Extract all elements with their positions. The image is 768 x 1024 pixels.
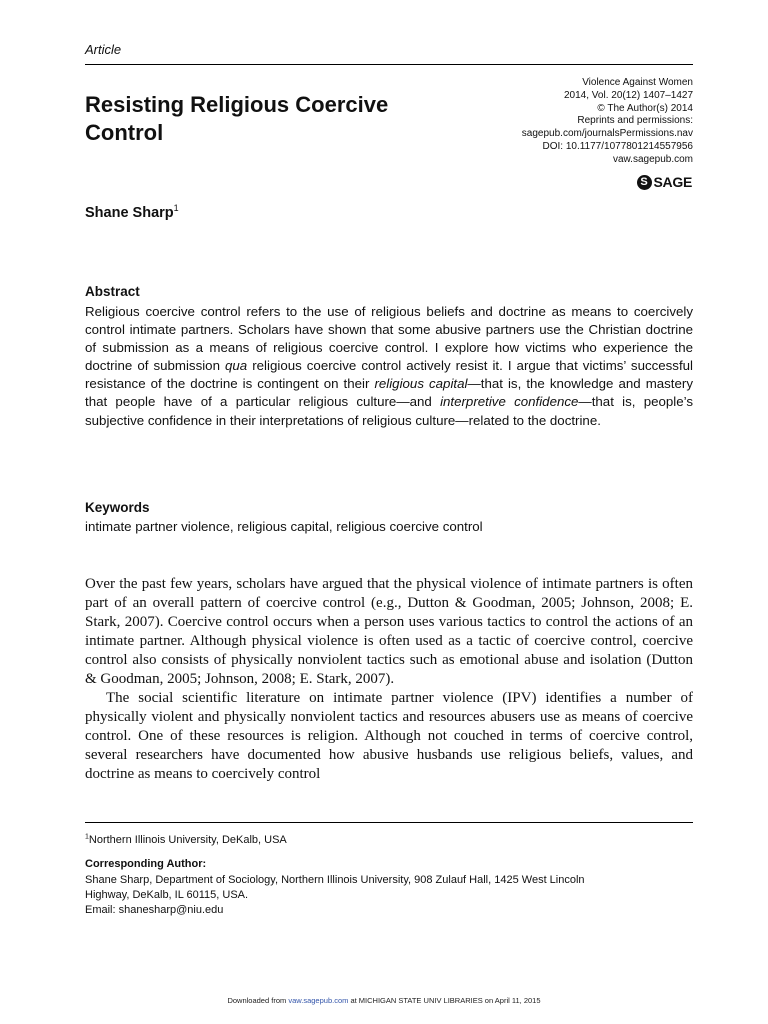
header-rule: [85, 64, 693, 65]
title-line-1: Resisting Religious Coercive: [85, 92, 389, 117]
article-type-label: Article: [85, 42, 122, 57]
sage-logo-icon: S: [637, 175, 652, 190]
corresponding-address-line-2: Highway, DeKalb, IL 60115, USA.: [85, 889, 249, 901]
corresponding-author-heading: Corresponding Author:: [85, 858, 207, 870]
affiliation-footnote: [85, 834, 287, 846]
abstract-part-2: religious coercive control actively resist it. I argue that victims’ successful resistance of the doctrine is contingent on their: [85, 358, 693, 392]
footnote-rule: [85, 822, 693, 823]
journal-name: Violence Against Women: [582, 77, 693, 88]
abstract-part-4: —that is, people’s subjective confidence in their interpretations of religious culture—related to the doctrine.: [85, 394, 693, 428]
download-notice: [0, 996, 768, 1005]
body-paragraph-2: The social scientific literature on intimate partner violence (IPV) identifies a number of physically violent and physically nonviolent tactics and resources abusers use as means of coercive control. One of these resources is religion. Although not couched in terms of coercive control, several researchers have documented how abusive husbands use religious beliefs, values, and doctrine as means to coercively control: [85, 690, 693, 782]
body-paragraph-1: Over the past few years, scholars have argued that the physical violence of intimate partners is often part of an overall pattern of coercive control (e.g., Dutton & Goodman, 2005; Johnson, 2008; E. Stark, 2007). Coercive control occurs when a person uses various tactics to control the actions of an intimate partner. Although physical violence is often used as a tactic of coercive control, coercive control also consists of physically nonviolent tactics such as emotional abuse and isolation (Dutton & Goodman, 2005; Johnson, 2008; E. Stark, 2007).: [85, 576, 693, 687]
doi[interactable]: DOI: 10.1177/1077801214557956: [542, 140, 693, 152]
keywords-text: intimate partner violence, religious capital, religious coercive control: [85, 519, 483, 534]
corresponding-email[interactable]: Email: shanesharp@niu.edu: [85, 904, 224, 916]
affiliation-footnote-marker: 1: [85, 833, 89, 841]
journal-site-link[interactable]: vaw.sagepub.com: [612, 153, 693, 165]
download-link[interactable]: vaw.sagepub.com: [288, 996, 349, 1005]
title-line-2: Control: [85, 120, 164, 145]
article-title: [85, 91, 485, 147]
reprints-label: Reprints and permissions:: [577, 115, 693, 127]
author-name: [85, 205, 179, 221]
corresponding-address-line-1: Shane Sharp, Department of Sociology, Northern Illinois University, 908 Zulauf Hall, 1425 West Lincoln: [85, 874, 585, 886]
sage-logo-text: SAGE: [653, 174, 692, 190]
download-suffix: at MICHIGAN STATE UNIV LIBRARIES on April 11, 2015: [348, 996, 541, 1005]
affiliation-text: Northern Illinois University, DeKalb, USA: [88, 834, 287, 846]
abstract-qua: qua: [225, 358, 248, 374]
body-text: [85, 575, 693, 784]
copyright-notice: © The Author(s) 2014: [597, 102, 693, 114]
abstract-heading: Abstract: [85, 284, 140, 299]
author-affiliation-marker: 1: [173, 203, 179, 214]
abstract-interpretive-confidence: interpretive confidence: [440, 394, 579, 410]
abstract-text: [85, 303, 693, 430]
journal-info: [433, 77, 693, 167]
corresponding-author-details: [85, 873, 693, 918]
download-prefix: Downloaded from: [227, 996, 289, 1005]
permissions-link[interactable]: sagepub.com/journalsPermissions.nav: [521, 128, 693, 140]
abstract-part-3: —that is, the knowledge and mastery that people have of a particular religious culture—and: [85, 376, 693, 410]
journal-citation: 2014, Vol. 20(12) 1407–1427: [564, 89, 693, 101]
abstract-part-1: Religious coercive control refers to the use of religious beliefs and doctrine as means to coercively control intimate partners. Scholars have shown that some abusive partners use the Christian doctrine of submission as a means of religious coercive control. I explore how victims who experience the doctrine of submission: [85, 304, 693, 374]
author-name-text: Shane Sharp: [85, 205, 174, 221]
keywords-heading: Keywords: [85, 500, 150, 515]
sage-logo: [637, 174, 692, 190]
abstract-religious-capital: religious capital: [374, 376, 468, 392]
